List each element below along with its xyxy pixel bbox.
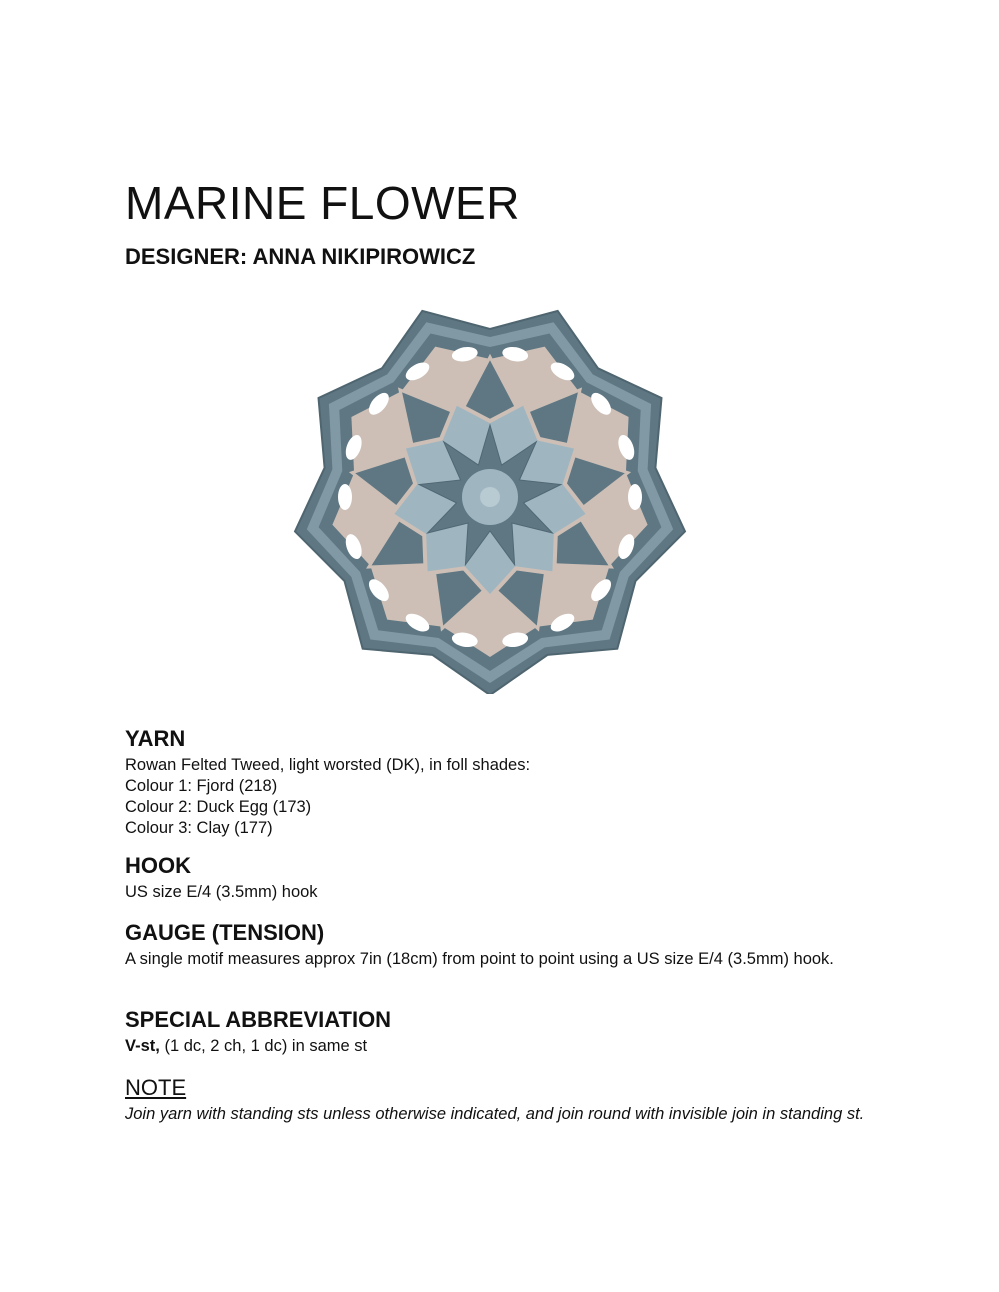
abbreviation-term: V-st, <box>125 1037 160 1056</box>
motif-lace-hole <box>628 484 642 510</box>
yarn-line: Colour 1: Fjord (218) <box>125 777 278 796</box>
abbreviation-definition: (1 dc, 2 ch, 1 dc) in same st <box>159 1037 368 1056</box>
yarn-line: Colour 2: Duck Egg (173) <box>125 798 312 817</box>
note-section <box>125 1075 885 1125</box>
designer-credit: DESIGNER: ANNA NIKIPIROWICZ <box>125 244 476 269</box>
hook-text: US size E/4 (3.5mm) hook <box>125 883 318 902</box>
yarn-section <box>125 726 885 839</box>
page-title: MARINE FLOWER <box>125 177 520 229</box>
yarn-line: Rowan Felted Tweed, light worsted (DK), in foll shades: <box>125 756 531 775</box>
yarn-line: Colour 3: Clay (177) <box>125 819 273 838</box>
hook-section <box>125 853 885 903</box>
note-heading: NOTE <box>125 1075 187 1100</box>
hook-heading: HOOK <box>125 853 191 878</box>
gauge-heading: GAUGE (TENSION) <box>125 920 325 945</box>
motif-centre-dot <box>480 487 500 507</box>
abbreviation-text <box>125 1036 885 1057</box>
yarn-heading: YARN <box>125 726 186 751</box>
gauge-text: A single motif measures approx 7in (18cm) from point to point using a US size E/4 (3.5mm) hook. <box>125 950 834 969</box>
motif-lace-hole <box>338 484 352 510</box>
crochet-motif-image <box>290 300 690 694</box>
gauge-section <box>125 920 885 970</box>
note-text: Join yarn with standing sts unless otherwise indicated, and join round with invisible join in standing st. <box>125 1105 865 1124</box>
abbreviation-section <box>125 1007 885 1057</box>
abbreviation-heading: SPECIAL ABBREVIATION <box>125 1007 392 1032</box>
